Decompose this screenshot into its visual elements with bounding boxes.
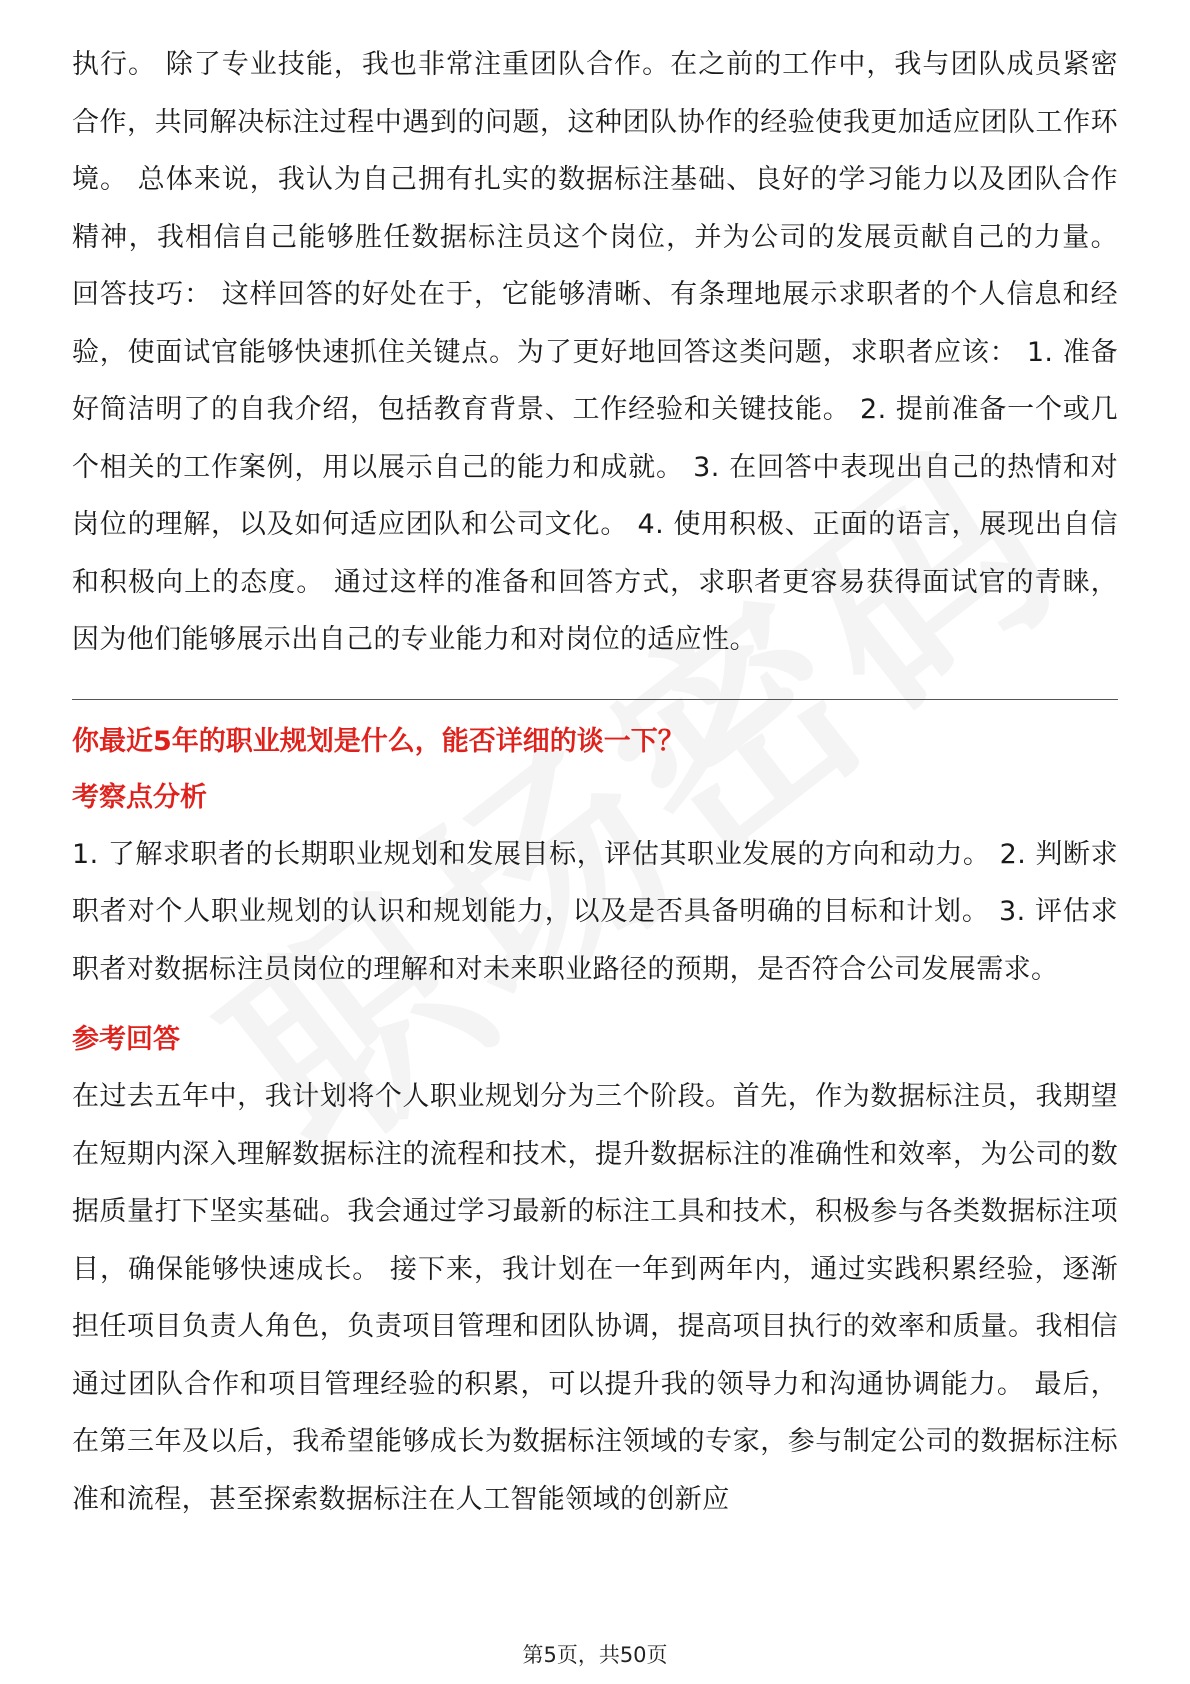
analysis-paragraph: 1. 了解求职者的长期职业规划和发展目标，评估其职业发展的方向和动力。 2. 判断求职者对个人职业规划的认识和规划能力，以及是否具备明确的目标和计划。 3. 评估求职者对数据标注员岗位的理解和对未来职业路径的预期，是否符合公司发展需求。 [72,838,1118,985]
answer-heading: 参考回答 [72,1024,180,1055]
document-page [72,36,1118,1528]
intro-paragraph: 执行。 除了专业技能，我也非常注重团队合作。在之前的工作中，我与团队成员紧密合作，共同解决标注过程中遇到的问题，这种团队协作的经验使我更加适应团队工作环境。 总体来说，我认为自己拥有扎实的数据标注基础、良好的学习能力以及团队合作精神，我相信自己能够胜任数据标注员这个岗位，并为公司的发展贡献自己的力量。 回答技巧： 这样回答的好处在于，它能够清晰、有条理地展示求职者的个人信息和经验，使面试官能够快速抓住关键点。为了更好地回答这类问题，求职者应该： 1. 准备好简洁明了的自我介绍，包括教育背景、工作经验和关键技能。 2. 提前准备一个或几个相关的工作案例，用以展示自己的能力和成就。 3. 在回答中表现出自己的热情和对岗位的理解，以及如何适应团队和公司文化。 4. 使用积极、正面的语言，展现出自信和积极向上的态度。 通过这样的准备和回答方式，求职者更容易获得面试官的青睐，因为他们能够展示出自己的专业能力和对岗位的适应性。 [72,49,1118,655]
answer-paragraph: 在过去五年中，我计划将个人职业规划分为三个阶段。首先，作为数据标注员，我期望在短期内深入理解数据标注的流程和技术，提升数据标注的准确性和效率，为公司的数据质量打下坚实基础。我会通过学习最新的标注工具和技术，积极参与各类数据标注项目，确保能够快速成长。 接下来，我计划在一年到两年内，通过实践积累经验，逐渐担任项目负责人角色，负责项目管理和团队协调，提高项目执行的效率和质量。我相信通过团队合作和项目管理经验的积累，可以提升我的领导力和沟通协调能力。 最后，在第三年及以后，我希望能够成长为数据标注领域的专家，参与制定公司的数据标注标准和流程，甚至探索数据标注在人工智能领域的创新应 [72,1081,1118,1515]
question-title: 你最近5年的职业规划是什么，能否详细的谈一下？ [72,725,685,757]
analysis-heading: 考察点分析 [72,781,207,813]
page-indicator: 第5页，共50页 [522,1643,668,1667]
section-divider [72,699,1118,700]
